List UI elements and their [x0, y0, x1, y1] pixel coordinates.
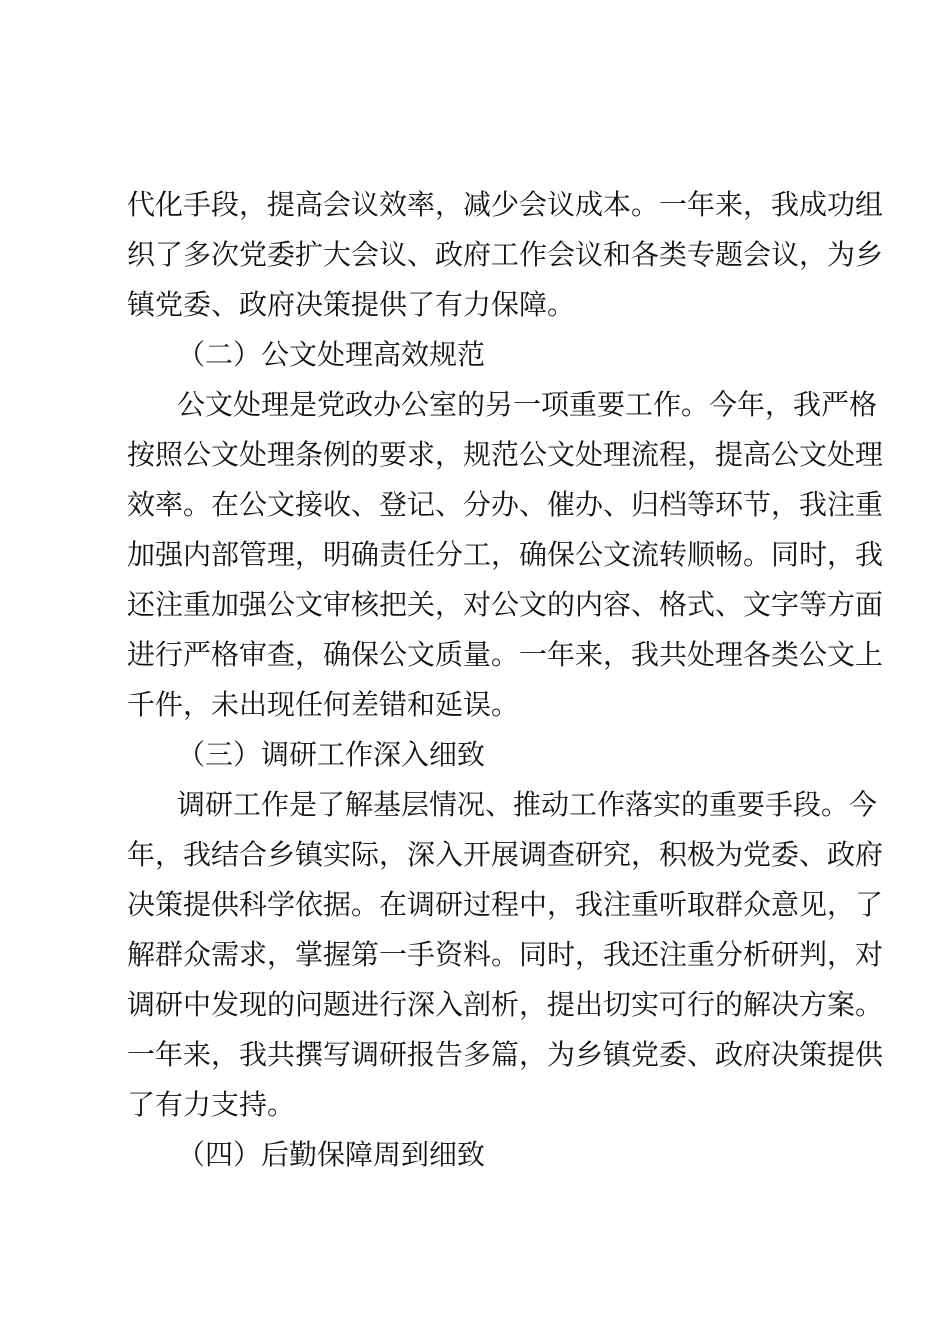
paragraph-line: 了有力支持。: [127, 1088, 296, 1121]
paragraph-line: 解群众需求，掌握第一手资料。同时，我还注重分析研判，对: [127, 938, 884, 971]
paragraph-line: 调研工作是了解基层情况、推动工作落实的重要手段。今: [177, 788, 878, 821]
paragraph-line: 按照公文处理条例的要求，规范公文处理流程，提高公文处理: [127, 438, 884, 471]
section-heading-3: （三）调研工作深入细致: [177, 738, 486, 771]
paragraph-line: 调研中发现的问题进行深入剖析，提出切实可行的解决方案。: [127, 988, 884, 1021]
paragraph-line: 一年来，我共撰写调研报告多篇，为乡镇党委、政府决策提供: [127, 1038, 884, 1071]
paragraph-line: 千件，未出现任何差错和延误。: [127, 688, 520, 721]
paragraph-line: 进行严格审查，确保公文质量。一年来，我共处理各类公文上: [127, 638, 884, 671]
paragraph-line: 镇党委、政府决策提供了有力保障。: [127, 288, 576, 321]
paragraph-line: 决策提供科学依据。在调研过程中，我注重听取群众意见，了: [127, 888, 884, 921]
paragraph-line: 效率。在公文接收、登记、分办、催办、归档等环节，我注重: [127, 488, 884, 521]
paragraph-line: 织了多次党委扩大会议、政府工作会议和各类专题会议，为乡: [127, 238, 884, 271]
paragraph-line: 代化手段，提高会议效率，减少会议成本。一年来，我成功组: [127, 188, 884, 221]
document-body: [127, 180, 884, 1180]
section-heading-2: （二）公文处理高效规范: [177, 338, 486, 371]
paragraph-line: 年，我结合乡镇实际，深入开展调查研究，积极为党委、政府: [127, 838, 884, 871]
paragraph-line: 还注重加强公文审核把关，对公文的内容、格式、文字等方面: [127, 588, 884, 621]
paragraph-line: 加强内部管理，明确责任分工，确保公文流转顺畅。同时，我: [127, 538, 884, 571]
paragraph-line: 公文处理是党政办公室的另一项重要工作。今年，我严格: [177, 388, 878, 421]
section-heading-4: （四）后勤保障周到细致: [177, 1138, 486, 1171]
